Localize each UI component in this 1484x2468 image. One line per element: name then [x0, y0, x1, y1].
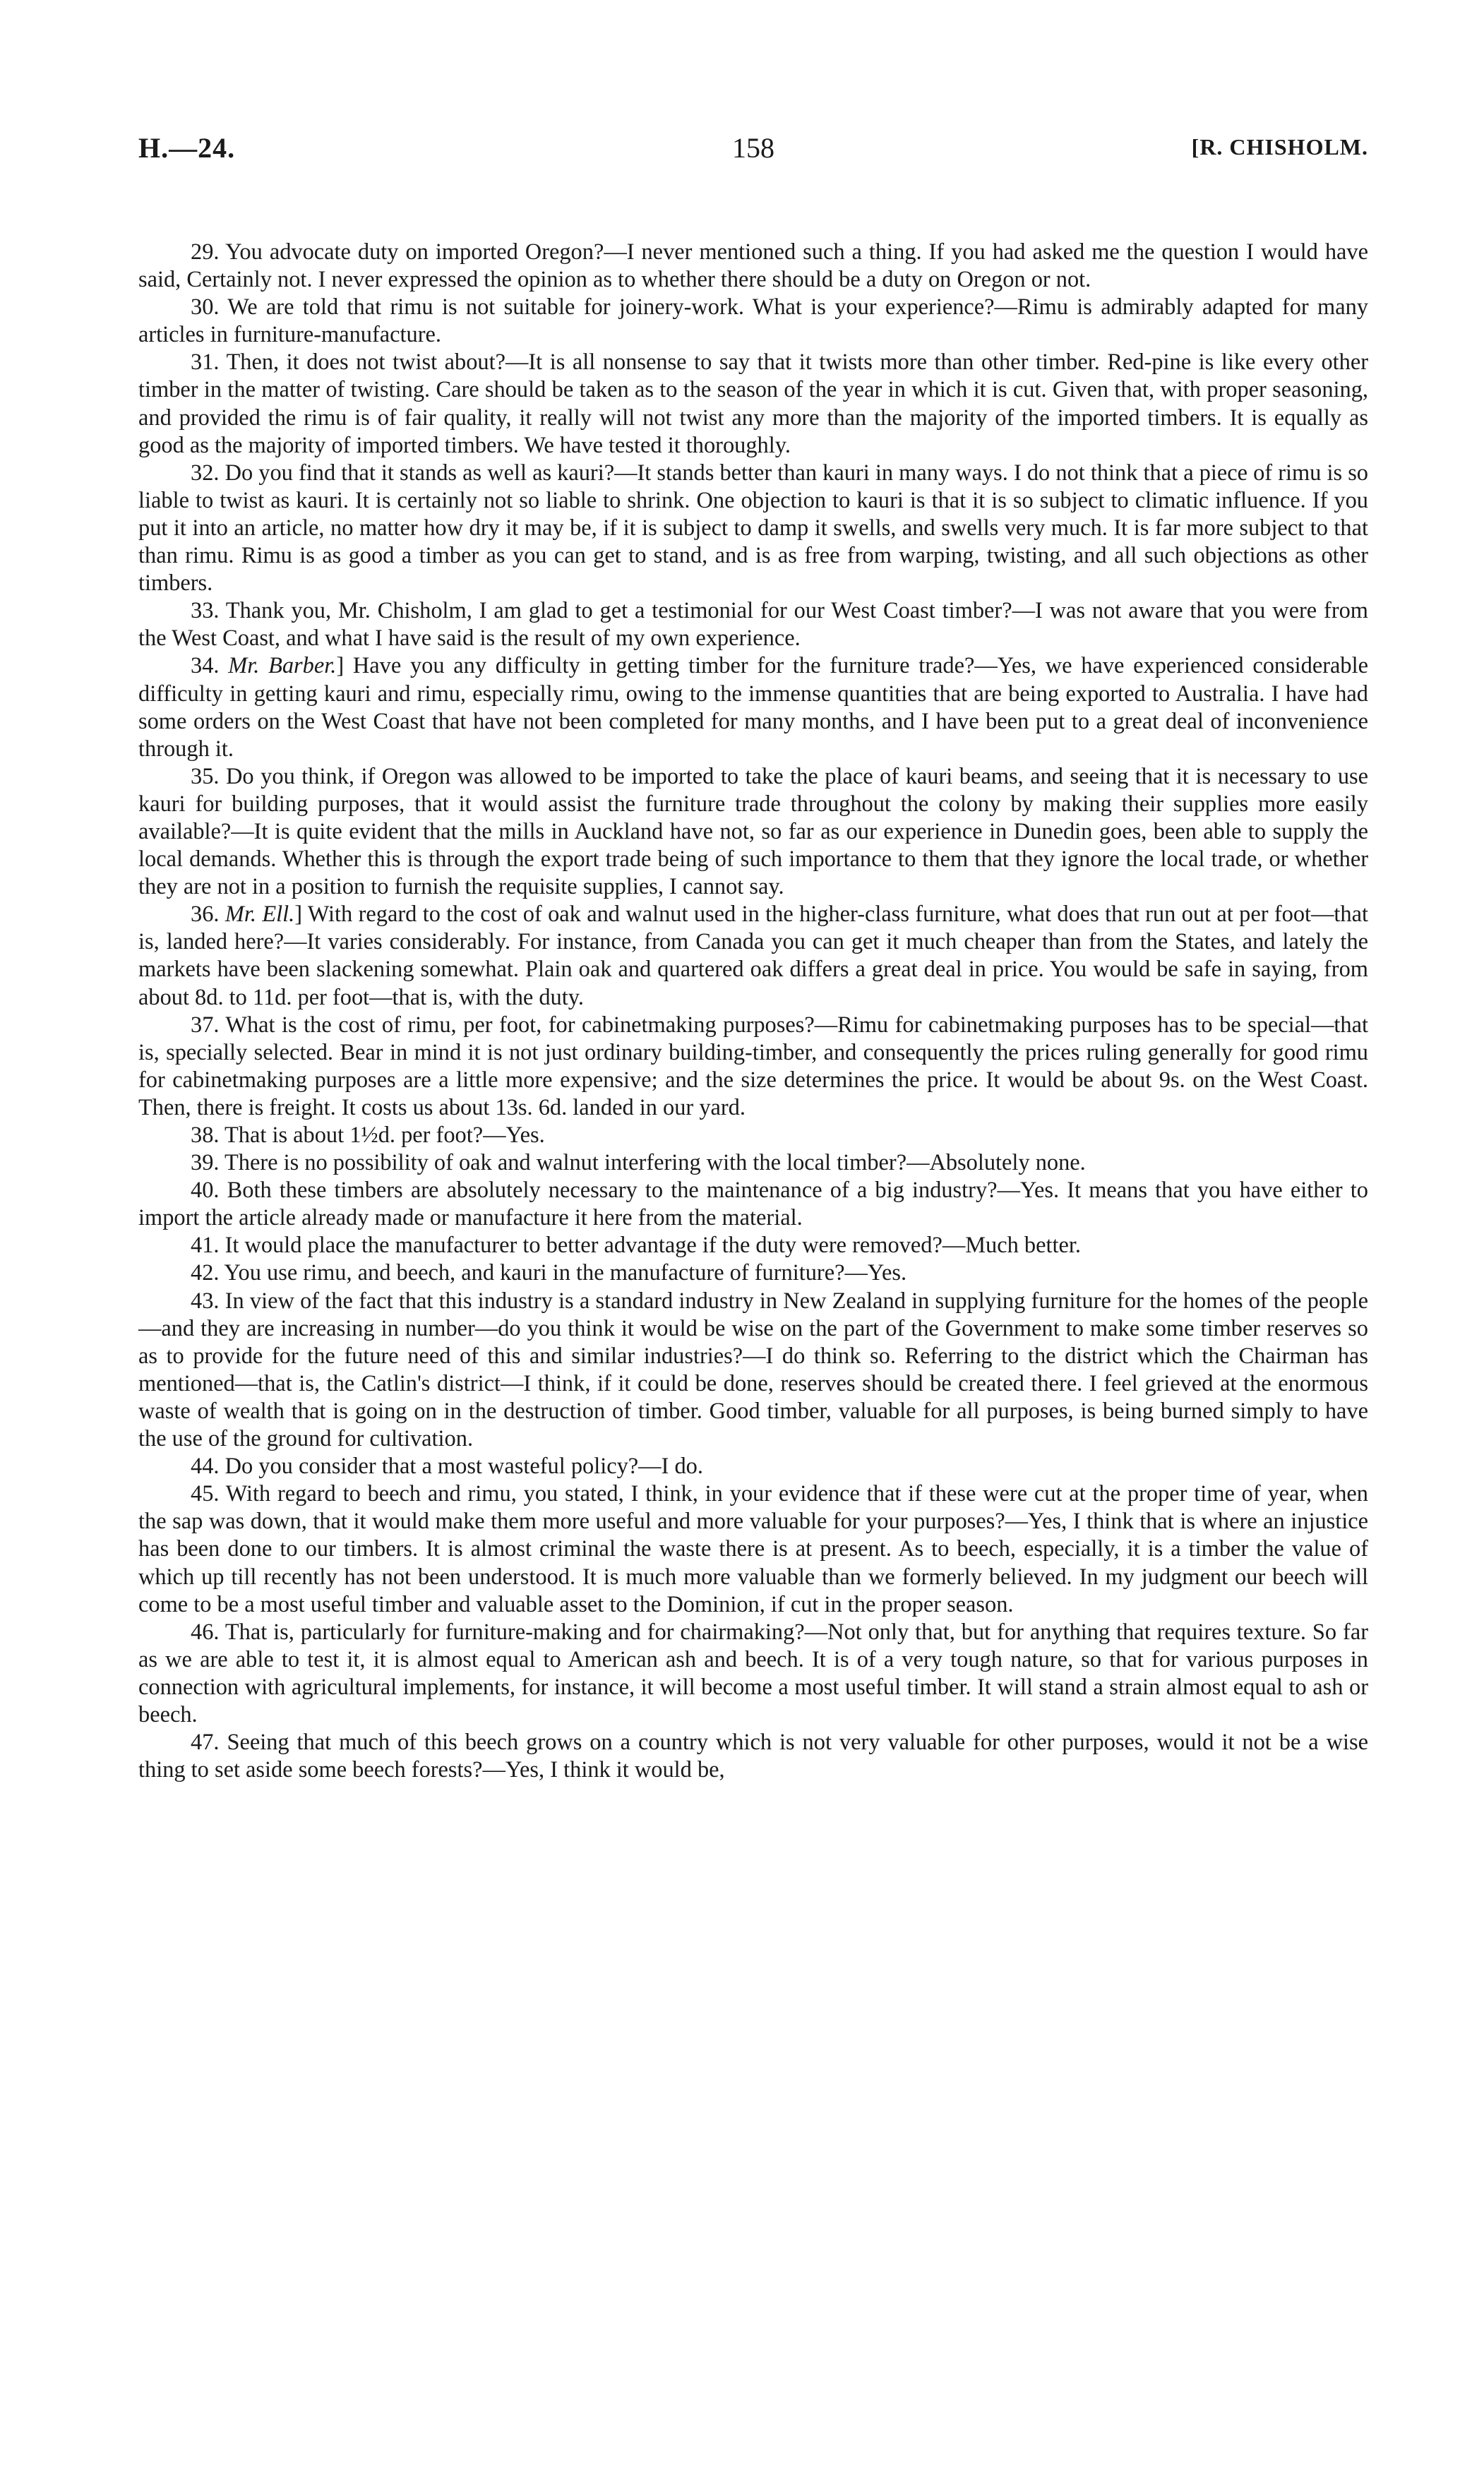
question-text: ] Have you any difficulty in getting timber for the furniture trade?—Yes, we have experienced considerable difficulty in getting kauri and rimu, especially rimu, owing to the immense quantities that are being exported to Australia. I have had some orders on the West Coast that have not been completed for many months, and I have been put to a great deal of inconvenience through it.: [138, 653, 1368, 762]
page-number: 158: [732, 132, 774, 164]
question-34: [138, 652, 1368, 762]
question-47: 47. Seeing that much of this beech grows on a country which is not very valuable for other purposes, would it not be a wise thing to set aside some beech forests?—Yes, I think it would be,: [138, 1730, 1368, 1783]
question-number: 36.: [191, 901, 220, 928]
speaker-name: Mr. Ell.: [225, 901, 295, 928]
question-number: 34.: [191, 653, 220, 679]
question-32: 32. Do you find that it stands as well as kauri?—It stands better than kauri in many ways. I do not think that a piece of rimu is so liable to twist as kauri. It is certainly not so liable to shrink. One objection to kauri is that it is so subject to climatic influence. If you put it into an article, no matter how dry it may be, if it is subject to damp it swells, and swells very much. It is far more subject to that than rimu. Rimu is as good a timber as you can get to stand, and is as free from warping, twisting, and all such objections as other timbers.: [138, 460, 1368, 597]
question-29: 29. You advocate duty on imported Oregon?—I never mentioned such a thing. If you had asked me the question I would have said, Certainly not. I never expressed the opinion as to whether there should be a duty on Oregon or not.: [138, 239, 1368, 293]
question-41: 41. It would place the manufacturer to better advantage if the duty were removed?—Much better.: [191, 1233, 1081, 1259]
question-40: 40. Both these timbers are absolutely necessary to the maintenance of a big industry?—Yes. It means that you have either to import the article already made or manufacture it here from the material.: [138, 1178, 1368, 1231]
speaker-name: Mr. Barber.: [228, 653, 337, 679]
question-30: 30. We are told that rimu is not suitable for joinery-work. What is your experience?—Rimu is admirably adapted for many articles in furniture-manufacture.: [138, 294, 1368, 348]
question-42: 42. You use rimu, and beech, and kauri in the manufacture of furniture?—Yes.: [191, 1260, 907, 1286]
question-39: 39. There is no possibility of oak and walnut interfering with the local timber?—Absolutely none.: [191, 1150, 1086, 1176]
evidence-body: [138, 239, 1368, 1784]
page-header: [138, 131, 1368, 171]
question-46: 46. That is, particularly for furniture-making and for chairmaking?—Not only that, but for anything that requires texture. So far as we are able to test it, it is almost equal to American ash and beech. It is of a very tough nature, so that for various purposes in connection with agricultural implements, for instance, it will become a most useful timber. It will stand a strain almost equal to ash or beech.: [138, 1619, 1368, 1727]
question-31: 31. Then, it does not twist about?—It is all nonsense to say that it twists more than other timber. Red-pine is like every other timber in the matter of twisting. Care should be taken as to the season of the year in which it is cut. Given that, with proper seasoning, and provided the rimu is of fair quality, it really will not twist any more than the majority of the imported timbers. It is equally as good as the majority of imported timbers. We have tested it thoroughly.: [138, 349, 1368, 458]
question-38: 38. That is about 1½d. per foot?—Yes.: [191, 1122, 545, 1148]
question-45: 45. With regard to beech and rimu, you stated, I think, in your evidence that if these were cut at the proper time of year, when the sap was down, that it would make them more useful and more valuable for your purposes?—Yes, I think that is where an injustice has been done to our timbers. It is almost criminal the waste there is at present. As to beech, especially, it is a timber the value of which up till recently has not been understood. It is much more valuable than we formerly believed. In my judgment our beech will come to be a most useful timber and valuable asset to the Dominion, if cut in the proper season.: [138, 1481, 1368, 1617]
question-44: 44. Do you consider that a most wasteful policy?—I do.: [191, 1454, 703, 1480]
question-37: 37. What is the cost of rimu, per foot, for cabinetmaking purposes?—Rimu for cabinetmaking purposes has to be special—that is, specially selected. Bear in mind it is not just ordinary building-timber, and consequently the prices ruling generally for good rimu for cabinetmaking purposes are a little more expensive; and the size determines the price. It would be about 9s. on the West Coast. Then, there is freight. It costs us about 13s. 6d. landed in our yard.: [138, 1012, 1368, 1120]
question-36: [138, 901, 1368, 1011]
question-35: 35. Do you think, if Oregon was allowed to be imported to take the place of kauri beams, and seeing that it is necessary to use kauri for building purposes, that it would assist the furniture trade throughout the colony by making their supplies more easily available?—It is quite evident that the mills in Auckland have not, so far as our experience in Dunedin goes, been able to supply the local demands. Whether this is through the export trade being of such importance to them that they ignore the local trade, or whether they are not in a position to furnish the requisite supplies, I cannot say.: [138, 763, 1368, 900]
question-33: 33. Thank you, Mr. Chisholm, I am glad to get a testimonial for our West Coast timber?—I was not aware that you were from the West Coast, and what I have said is the result of my own experience.: [138, 598, 1368, 652]
paper-reference: H.—24.: [138, 132, 236, 164]
witness-name: [R. CHISHOLM.: [1191, 134, 1368, 160]
question-43: 43. In view of the fact that this industry is a standard industry in New Zealand in supplying furniture for the homes of the people—and they are increasing in number—do you think it would be wise on the part of the Government to make some timber reserves so as to provide for the future need of this and similar industries?—I do think so. Referring to the district which the Chairman has mentioned—that is, the Catlin's district—I think, if it could be done, reserves should be created there. I feel grieved at the enormous waste of wealth that is going on in the destruction of timber. Good timber, valuable for all purposes, is being burned simply to have the use of the ground for cultivation.: [138, 1288, 1368, 1452]
question-text: ] With regard to the cost of oak and walnut used in the higher-class furniture, what does that run out at per foot—that is, landed here?—It varies considerably. For instance, from Canada you can get it much cheaper than from the States, and lately the markets have been slackening somewhat. Plain oak and quartered oak differs a great deal in price. You would be safe in saying, from about 8d. to 11d. per foot—that is, with the duty.: [138, 901, 1368, 1010]
